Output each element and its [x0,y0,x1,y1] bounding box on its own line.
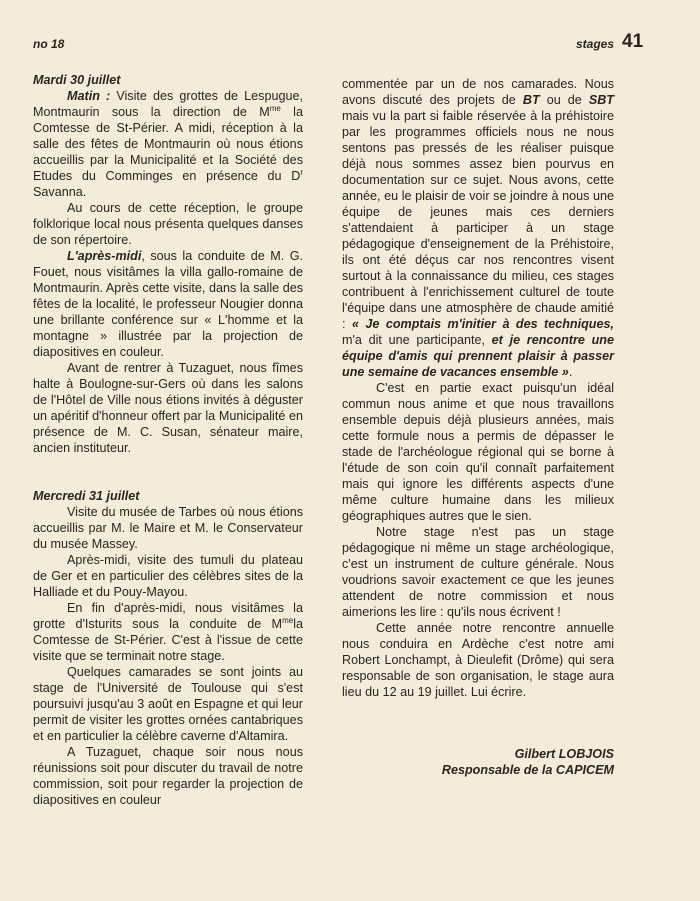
paragraph-text: commentée par un de nos camarades. Nous avons discuté des projets de [342,77,614,107]
paragraph: Notre stage n'est pas un stage pédagogique ni même un stage archéologique, c'est un instrument de culture générale. Nous voudrions savoir exactement ce que les jeunes attendent de notre commission et nous aimerions les lire : qu'ils nous écrivent ! [342,525,614,619]
section-name: stages [575,37,614,51]
right-column [342,76,614,778]
paragraph-lead: L'après-midi [67,249,142,263]
paragraph: Quelques camarades se sont joints au stage de l'Université de Toulouse qui s'est poursuivi jusqu'au 3 août en Espagne et qui leur permit de visiter les grottes ornées cantabriques et en particulier la célèbre caverne d'Altamira. [33,665,303,743]
paragraph: A Tuzaguet, chaque soir nous nous réunissions soit pour discuter du travail de notre commission, soit pour regarder la projection de diapositives en couleur [33,745,303,807]
superscript: me [282,615,294,625]
paragraph-text: , sous la conduite de M. G. Fouet, nous visitâmes la villa gallo-romaine de Montmaurin. Après cette visite, dans la salle des fêtes de la localité, le professeur Nougier donna une brillante conférence sur « L'homme et la montagne » illustrée par la projection de diapositives en couleur. [33,249,303,359]
paragraph: Cette année notre rencontre annuelle nous conduira en Ardèche c'est notre ami Robert Lonchampt, à Dieulefit (Drôme) qui sera responsable de son organisation, le stage aura lieu du 12 au 19 juillet. Lui écrire. [342,621,614,699]
paragraph-text: la Comtesse de St-Périer. C'est à l'issue de cette visite que se terminait notre stage. [33,617,303,663]
paragraph-text: Savanna. [33,185,87,199]
page-header [0,31,700,58]
paragraph: C'est en partie exact puisqu'un idéal commun nous anime et que nous travaillons ensemble depuis déjà plusieurs années, mais cette formule nous a permis de dépasser le stade de l'archéologue régional qui se borne à l'étude de son coin qu'il connaît parfaitement mais qui ignore les différents aspects d'une même culture humaine dans les milieux géographiques autres que le sien. [342,381,614,523]
paragraph-lead: Matin : [67,89,111,103]
paragraph-text: ou de [539,93,589,107]
paragraph [33,248,303,360]
day-heading: Mardi 30 juillet [33,73,121,87]
spacer [33,456,303,472]
paragraph [33,88,303,200]
paragraph: Au cours de cette réception, le groupe folklorique local nous présenta quelques danses de son répertoire. [33,201,303,247]
issue-number: no 18 [33,37,65,51]
page-number: 41 [622,31,644,52]
paragraph: Visite du musée de Tarbes où nous étions accueillis par M. le Maire et M. le Conservateur du musée Massey. [33,505,303,551]
left-column [33,72,303,808]
paragraph-text: En fin d'après-midi, nous visitâmes la grotte d'Isturits sous la conduite de M [33,601,303,631]
quote: « Je comptais m'initier à des techniques, [351,317,614,331]
paragraph-text: la Comtesse de St-Périer. A midi, réception à la salle des fêtes de Montmaurin où nous étions accueillis par la Municipalité et la Société des Etudes du Comminges en présence du D [33,105,303,183]
acronym: SBT [588,93,614,107]
signature-title: Responsable de la CAPICEM [441,763,614,777]
paragraph [33,600,303,664]
superscript: r [300,167,303,177]
paragraph: Après-midi, visite des tumuli du plateau de Ger et en particulier des célèbres sites de la Halliade et du Pouy-Mayou. [33,553,303,599]
spacer [33,472,303,488]
signature-block [342,746,614,778]
quote: et je rencontre une équipe d'amis qui prennent plaisir à passer une semaine de vacances ensemble » [342,333,614,379]
paragraph-text: Visite des grottes de Lespugue, Montmaurin sous la direction de M [33,89,304,119]
paragraph [342,76,614,380]
paragraph-text: m'a dit une participante, [342,333,492,347]
day-heading: Mercredi 31 juillet [33,489,140,503]
paragraph-text: . [568,365,573,379]
acronym: BT [522,93,540,107]
paragraph-text: mais vu la part si faible réservée à la préhistoire par les programmes officiels nous ne nous sentons pas pressés de les réaliser puisque déjà nous sommes assez bien pourvus en documentation sur ce sujet. Nous avons, cette année, eu le plaisir de voir se joindre à nous une équipe de jeunes mais ces derniers s'attendaient à participer à un stage pédagogique d'enseignement de la Préhistoire, ils ont été déçus car nos rencontres visent surtout à la connaissance du milieu, ces stages contribuent à l'enrichissement culturel de toute l'équipe dans une atmosphère de chaude amitié : [342,109,614,331]
signature-name: Gilbert LOBJOIS [514,747,614,761]
superscript: me [269,103,281,113]
paragraph: Avant de rentrer à Tuzaguet, nous fîmes halte à Boulogne-sur-Gers où dans les salons de l'Hôtel de Ville nous étions invités à déguster un apéritif d'honneur offert par la Municipalité en présence de M. C. Susan, sénateur maire, ancien instituteur. [33,361,303,455]
